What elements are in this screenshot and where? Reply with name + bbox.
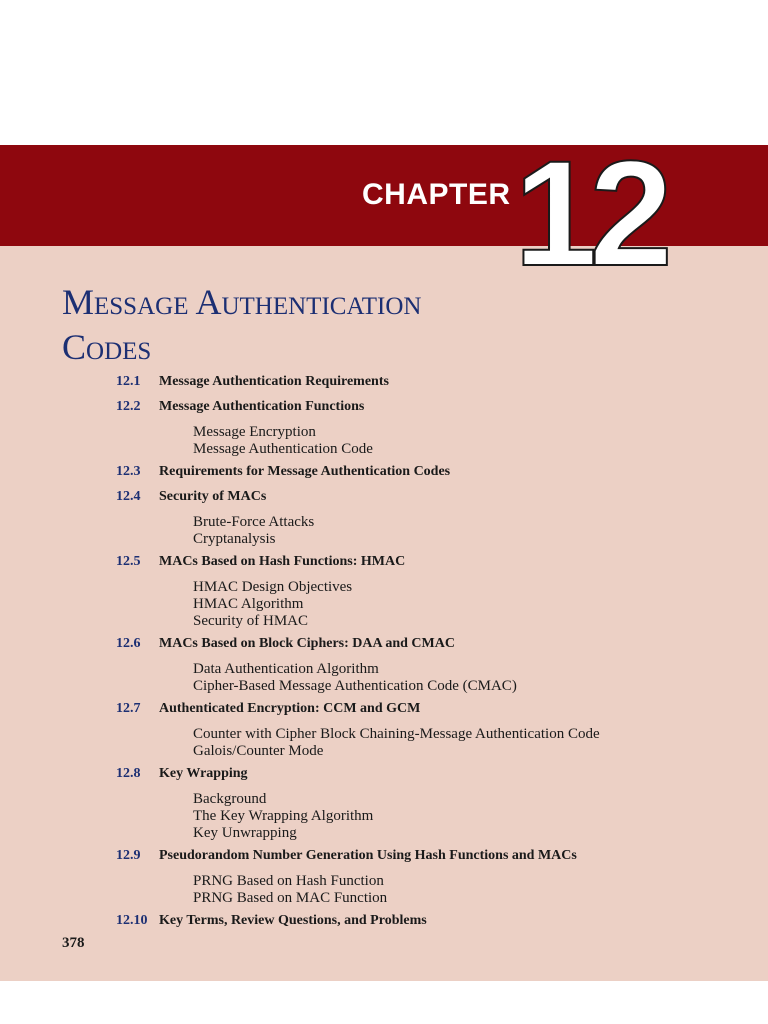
toc-section[interactable] xyxy=(0,636,768,656)
toc-subsection[interactable]: Background xyxy=(193,791,267,807)
toc-section-title: Message Authentication Requirements xyxy=(159,374,389,389)
toc-section-number: 12.8 xyxy=(116,766,141,781)
toc-subsection[interactable]: Message Encryption xyxy=(193,424,316,440)
toc-section[interactable] xyxy=(0,913,768,933)
toc-section-title: Pseudorandom Number Generation Using Hash Functions and MACs xyxy=(159,848,577,863)
toc-subsection[interactable]: HMAC Design Objectives xyxy=(193,579,353,595)
toc-section-title: Key Terms, Review Questions, and Problems xyxy=(159,913,427,928)
toc-section[interactable] xyxy=(0,399,768,419)
toc-section-title: MACs Based on Hash Functions: HMAC xyxy=(159,554,406,569)
toc-section[interactable] xyxy=(0,848,768,868)
toc-section[interactable] xyxy=(0,374,768,394)
toc-subsection[interactable]: Brute-Force Attacks xyxy=(193,514,315,530)
toc-subsection[interactable]: Data Authentication Algorithm xyxy=(193,661,379,677)
toc-section-number: 12.4 xyxy=(116,489,141,504)
toc-subsection[interactable]: PRNG Based on Hash Function xyxy=(193,873,384,889)
toc-section-number: 12.9 xyxy=(116,848,141,863)
toc-section-title: MACs Based on Block Ciphers: DAA and CMAC xyxy=(159,636,455,651)
toc-subsection[interactable]: Counter with Cipher Block Chaining-Message Authentication Code xyxy=(193,726,600,742)
toc-section-number: 12.10 xyxy=(116,913,148,928)
chapter-label: CHAPTER xyxy=(362,178,511,211)
toc-subsection[interactable]: The Key Wrapping Algorithm xyxy=(193,808,374,824)
toc-section-title: Security of MACs xyxy=(159,489,267,504)
toc-section-number: 12.7 xyxy=(116,701,141,716)
toc-subsection[interactable]: Key Unwrapping xyxy=(193,825,297,841)
toc-subsection[interactable]: Galois/Counter Mode xyxy=(193,743,324,759)
toc-subsection[interactable]: Cryptanalysis xyxy=(193,531,276,547)
toc-section-title: Authenticated Encryption: CCM and GCM xyxy=(159,701,421,716)
toc-section-title: Message Authentication Functions xyxy=(159,399,365,414)
toc-subsection[interactable]: HMAC Algorithm xyxy=(193,596,304,612)
toc-section[interactable] xyxy=(0,554,768,574)
chapter-number: 12 xyxy=(514,129,665,297)
toc-section[interactable] xyxy=(0,701,768,721)
toc-subsection[interactable]: Security of HMAC xyxy=(193,613,308,629)
toc-section-number: 12.2 xyxy=(116,399,141,414)
toc-section[interactable] xyxy=(0,464,768,484)
toc-section-number: 12.6 xyxy=(116,636,141,651)
toc-subsection[interactable]: PRNG Based on MAC Function xyxy=(193,890,388,906)
toc-section-title: Key Wrapping xyxy=(159,766,248,781)
toc-subsection[interactable]: Cipher-Based Message Authentication Code (CMAC) xyxy=(193,678,517,694)
toc-section[interactable] xyxy=(0,489,768,509)
chapter-title-line-1: Message Authentication xyxy=(62,282,422,322)
toc-subsection[interactable]: Message Authentication Code xyxy=(193,441,373,457)
toc-section-number: 12.5 xyxy=(116,554,141,569)
chapter-title-line-2: Codes xyxy=(62,327,152,367)
toc-section-number: 12.1 xyxy=(116,374,141,389)
toc-section-number: 12.3 xyxy=(116,464,141,479)
toc-section[interactable] xyxy=(0,766,768,786)
page-number: 378 xyxy=(62,935,85,951)
toc-section-title: Requirements for Message Authentication Codes xyxy=(159,464,451,479)
